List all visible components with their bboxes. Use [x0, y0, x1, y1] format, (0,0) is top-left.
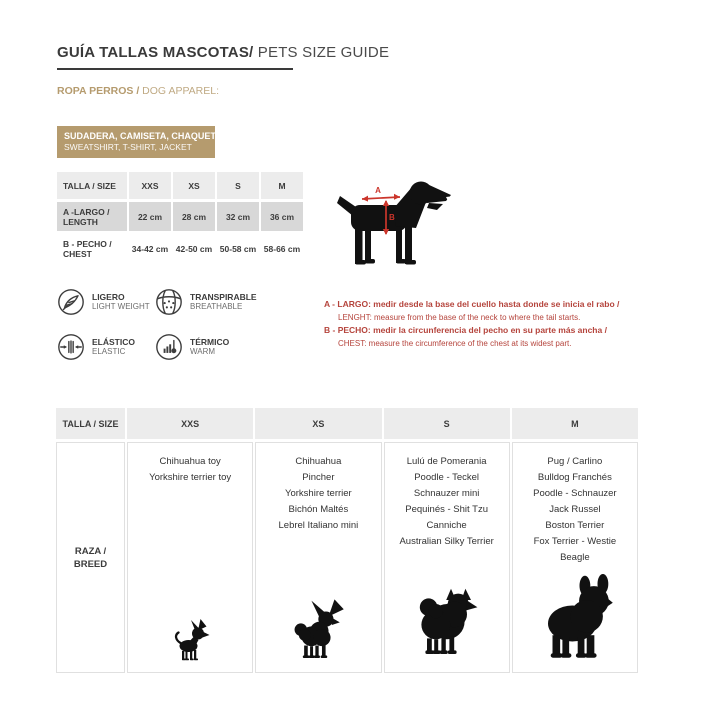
length-value: 36 cm — [261, 202, 303, 231]
title-underline — [57, 68, 293, 70]
breed-item: Australian Silky Terrier — [399, 536, 494, 547]
length-arrow-label: A — [375, 186, 381, 195]
size-table-header-cell: TALLA / SIZE — [57, 172, 127, 199]
breed-table-header-cell: M — [512, 408, 638, 439]
breed-item: Yorkshire terrier — [285, 488, 352, 499]
feature-warm — [155, 333, 305, 361]
breed-table — [56, 408, 638, 673]
subtitle — [57, 85, 219, 97]
breed-item: Bulldog Franchés — [537, 472, 612, 483]
breed-column-xs — [255, 442, 381, 673]
breed-item: Boston Terrier — [545, 520, 605, 531]
breed-column-xxs — [127, 442, 253, 673]
page-title-en: PETS SIZE GUIDE — [253, 44, 390, 61]
breed-item: Lebrel Italiano mini — [278, 520, 359, 531]
subtitle-es: ROPA PERROS / — [57, 85, 140, 97]
feature-translation: LIGHT WEIGHT — [92, 302, 150, 311]
breed-column-s — [384, 442, 510, 673]
feature-breathable — [155, 288, 305, 316]
breed-item: Poodle - Teckel — [414, 472, 479, 483]
feature-list — [57, 288, 305, 361]
note-chest-en: CHEST: measure the circumference of the chest at its widest part. — [338, 339, 572, 348]
breed-item: Yorkshire terrier toy — [149, 472, 232, 483]
page-title — [57, 44, 389, 61]
size-table-header-cell: S — [217, 172, 259, 199]
breed-list — [279, 454, 359, 534]
row-label: A -LARGO / LENGTH — [57, 202, 127, 231]
size-table-chest-row — [57, 234, 303, 263]
breed-list — [399, 454, 493, 550]
breed-item: Lulú de Pomerania — [406, 456, 487, 467]
chest-value: 50-58 cm — [217, 234, 259, 263]
breathable-icon — [155, 288, 183, 316]
feature-elastic — [57, 333, 155, 361]
subtitle-en: DOG APPAREL: — [139, 85, 220, 97]
chest-value: 58-66 cm — [261, 234, 303, 263]
breed-item: Chihuahua — [295, 456, 342, 467]
breed-item: Pincher — [302, 472, 335, 483]
length-value: 32 cm — [217, 202, 259, 231]
spitz-silhouette-icon — [403, 584, 491, 664]
breed-table-header-cell: XXS — [127, 408, 253, 439]
feature-lightweight — [57, 288, 155, 316]
chihuahua-silhouette-icon — [165, 614, 215, 664]
note-chest-es: B - PECHO: medir la circunferencia del pecho en su parte más ancha / — [324, 325, 607, 335]
breed-list — [149, 454, 231, 486]
feather-icon — [57, 288, 85, 316]
category-line-en: SWEATSHIRT, T-SHIRT, JACKET — [64, 142, 192, 152]
breed-item: Beagle — [560, 552, 590, 563]
elastic-icon — [57, 333, 85, 361]
feature-translation: WARM — [190, 347, 216, 356]
breed-item: Pug / Carlino — [547, 456, 603, 467]
chest-value: 42-50 cm — [173, 234, 215, 263]
page-title-es: GUÍA TALLAS MASCOTAS/ — [57, 44, 254, 61]
breed-item: Canniche — [426, 520, 467, 531]
breed-item: Schnauzer mini — [413, 488, 480, 499]
breed-item: Jack Russel — [549, 504, 601, 515]
feature-name: LIGERO — [92, 292, 125, 302]
note-length-en: LENGHT: measure from the base of the neck to where the tail starts. — [338, 313, 581, 322]
category-line-es: SUDADERA, CAMISETA, CHAQUETA/ — [64, 131, 225, 141]
breed-row-label-en: BREED — [73, 558, 108, 570]
size-table-header-cell: M — [261, 172, 303, 199]
category-badge — [57, 126, 225, 158]
feature-name: TRANSPIRABLE — [190, 292, 257, 302]
size-table-header-cell: XXS — [129, 172, 171, 199]
breed-table-header-cell: TALLA / SIZE — [56, 408, 125, 439]
breed-table-body — [56, 442, 638, 673]
feature-name: ELÁSTICO — [92, 337, 135, 347]
breed-list — [533, 454, 616, 566]
breed-table-header-cell: XS — [255, 408, 381, 439]
length-value: 22 cm — [129, 202, 171, 231]
breed-row-label-es: RAZA / — [74, 545, 107, 557]
breed-item: Fox Terrier - Westie — [533, 536, 617, 547]
breed-item: Bichón Maltés — [288, 504, 349, 515]
feature-name: TÉRMICO — [190, 337, 230, 347]
size-table — [57, 172, 303, 266]
chest-value: 34-42 cm — [129, 234, 171, 263]
measuring-notes — [324, 298, 664, 350]
french-bulldog-silhouette-icon — [526, 574, 624, 664]
note-length-es: A - LARGO: medir desde la base del cuello hasta donde se inicia el rabo / — [324, 299, 620, 309]
dog-measure-silhouette-icon — [334, 170, 462, 274]
breed-row-label — [56, 442, 125, 673]
size-table-header-cell: XS — [173, 172, 215, 199]
breed-table-header-row — [56, 408, 638, 439]
length-value: 28 cm — [173, 202, 215, 231]
breed-table-header-cell: S — [384, 408, 510, 439]
papillon-silhouette-icon — [283, 598, 353, 664]
row-label: B - PECHO / CHEST — [57, 234, 127, 263]
breed-item: Pequinés - Shit Tzu — [405, 504, 488, 515]
feature-translation: ELASTIC — [92, 347, 126, 356]
size-table-header-row — [57, 172, 303, 199]
breed-item: Chihuahua toy — [159, 456, 221, 467]
chest-arrow-label: B — [389, 213, 395, 222]
measuring-diagram — [334, 170, 462, 279]
title-block — [57, 44, 389, 70]
breed-item: Poodle - Schnauzer — [533, 488, 617, 499]
thermometer-icon — [155, 333, 183, 361]
size-table-length-row — [57, 202, 303, 231]
feature-translation: BREATHABLE — [190, 302, 243, 311]
breed-column-m — [512, 442, 638, 673]
